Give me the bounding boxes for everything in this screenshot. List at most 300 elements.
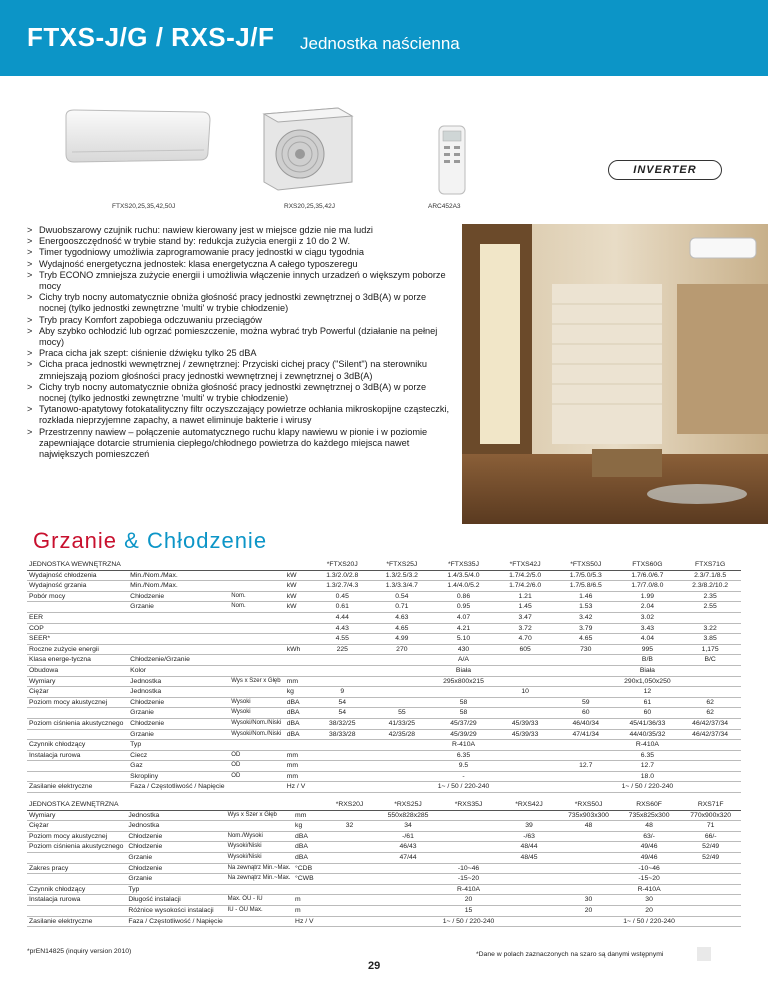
section-title-amp: & (124, 528, 140, 553)
table-cell: -10~46 (438, 863, 499, 874)
feature-item: > Praca cicha jak szept: ciśnienie dźwięku tylko 25 dBA (27, 348, 455, 359)
table-cell: Wysoki/Niski (226, 852, 293, 863)
table-cell: JEDNOSTKA ZEWNĘTRZNA (27, 800, 126, 810)
table-cell: Jednostka (126, 821, 225, 832)
table-cell: Nom. (229, 591, 284, 602)
table-cell: mm (285, 676, 314, 687)
table-cell: 12.7 (556, 761, 616, 772)
table-cell: SEER* (27, 634, 128, 645)
table-cell: 42/35/28 (371, 729, 433, 740)
table-cell: 1.46 (556, 591, 616, 602)
table-cell (680, 916, 741, 927)
table-cell (680, 905, 741, 916)
table-cell: 52/49 (680, 852, 741, 863)
table-cell (285, 623, 314, 634)
table-cell: 270 (371, 644, 433, 655)
table-cell (128, 644, 229, 655)
table-cell: 1.3/3.3/4.7 (371, 581, 433, 592)
table-cell: 62 (679, 697, 741, 708)
table-cell (494, 761, 556, 772)
grey-marker (697, 947, 711, 961)
table-cell (128, 623, 229, 634)
feature-item: > Timer tygodniowy umożliwia zaprogramowanie pracy jednostki w ciągu tygodnia (27, 247, 455, 258)
table-cell: R-410A (433, 740, 495, 751)
table-cell: 2.3/7.1/8.5 (679, 570, 741, 581)
table-cell: EER (27, 612, 128, 623)
table-row (27, 905, 741, 916)
table-cell: 66/- (680, 831, 741, 842)
table-cell: 20 (559, 905, 618, 916)
table-cell: kg (285, 687, 314, 698)
table-cell: kW (285, 602, 314, 613)
table-cell (559, 916, 618, 927)
table-cell (371, 782, 433, 793)
table-row (27, 863, 741, 874)
table-cell (285, 612, 314, 623)
table-cell (27, 708, 128, 719)
table-cell: Wysoki (229, 708, 284, 719)
footnote-right: *Dane w polach zaznaczonych na szaro są danymi wstępnymi (476, 951, 664, 958)
table-cell (27, 905, 126, 916)
table-cell: FTXS60G (616, 560, 680, 570)
table-cell (556, 750, 616, 761)
table-cell: Instalacja rurowa (27, 750, 128, 761)
table-cell: dBA (293, 831, 321, 842)
table-cell: Różnice wysokości instalacji (126, 905, 225, 916)
table-cell: 1~ / 50 / 220-240 (618, 916, 681, 927)
table-cell: 1~ / 50 / 220-240 (616, 782, 680, 793)
feature-item: > Cichy tryb nocny automatycznie obniża głośność pracy jednostki zewnętrznej o 3dB(A) w porze nocnej (tylko jednostki zewnętrzne 'multi' w trybie chłodzenie) (27, 382, 455, 404)
table-cell: kW (285, 591, 314, 602)
table-cell: Faza / Częstotliwość / Napięcie (126, 916, 225, 927)
table-cell (438, 821, 499, 832)
table-row (27, 895, 741, 906)
table-cell: *RXS35J (438, 800, 499, 810)
table-cell: Chłodzenie (126, 863, 225, 874)
table-cell: A/A (433, 655, 495, 666)
table-cell: Wysoki/Nom./Niski (229, 718, 284, 729)
table-cell: 4.63 (371, 612, 433, 623)
page-title: FTXS-J/G / RXS-J/F (27, 22, 275, 52)
table-cell (679, 750, 741, 761)
table-cell (679, 665, 741, 676)
table-row (27, 800, 741, 810)
table-cell (314, 750, 372, 761)
table-cell: 34 (378, 821, 439, 832)
table-cell: 10 (494, 687, 556, 698)
table-cell: 63/- (618, 831, 681, 842)
table-cell: Min./Nom./Max. (128, 570, 229, 581)
table-row (27, 581, 741, 592)
table-row (27, 884, 741, 895)
table-cell: RXS60F (618, 800, 681, 810)
table-cell: 30 (559, 895, 618, 906)
table-cell: 1.7/7.0/8.0 (616, 581, 680, 592)
table-cell (321, 895, 377, 906)
table-cell: Na zewnątrz Min.~Max. (226, 863, 293, 874)
table-cell (494, 771, 556, 782)
table-cell (499, 884, 560, 895)
table-cell: 0.54 (371, 591, 433, 602)
table-cell (229, 560, 284, 570)
table-cell: 3.72 (494, 623, 556, 634)
table-cell: 9 (314, 687, 372, 698)
table-cell: 58 (433, 697, 495, 708)
table-cell: Ciężar (27, 821, 126, 832)
table-row (27, 644, 741, 655)
table-cell: 48 (559, 821, 618, 832)
table-cell: -10~46 (618, 863, 681, 874)
table-cell (27, 874, 126, 885)
table-cell: Chłodzenie (128, 718, 229, 729)
table-cell: *RXS50J (559, 800, 618, 810)
table-cell (494, 697, 556, 708)
feature-list (27, 225, 455, 460)
table-cell: IU - OU Max. (226, 905, 293, 916)
table-cell: -15~20 (618, 874, 681, 885)
table-cell: 0.86 (433, 591, 495, 602)
table-cell (378, 863, 439, 874)
table-cell: 995 (616, 644, 680, 655)
table-cell (371, 665, 433, 676)
table-cell: Grzanie (128, 729, 229, 740)
table-cell (27, 729, 128, 740)
table-cell: 49/46 (618, 852, 681, 863)
table-cell: RXS71F (680, 800, 741, 810)
table-cell (314, 676, 372, 687)
table-cell: 6.35 (433, 750, 495, 761)
table-cell: 0.61 (314, 602, 372, 613)
table-cell (494, 708, 556, 719)
table-cell: 4.43 (314, 623, 372, 634)
table-cell: 49/46 (618, 842, 681, 853)
table-cell: 45/39/33 (494, 729, 556, 740)
table-cell: Wys x Szer x Głęb (229, 676, 284, 687)
table-cell (559, 831, 618, 842)
table-cell: 55 (371, 708, 433, 719)
table-cell: 3.42 (556, 612, 616, 623)
table-cell (680, 884, 741, 895)
page-header (0, 0, 768, 76)
table-cell: 4.65 (371, 623, 433, 634)
table-cell (556, 782, 616, 793)
table-cell (226, 800, 293, 810)
table-cell (293, 884, 321, 895)
table-cell: 1.45 (494, 602, 556, 613)
feature-item: > Tytanowo-apatytowy fotokatalityczny filtr oczyszczający powietrze ochłania mikroskopijne cząsteczki, rozkłada nieprzyjemne zapachy, a nawet eliminuje bakterie i wirusy (27, 404, 455, 426)
feature-item: > Cichy tryb nocny automatycznie obniża głośność pracy jednostki zewnętrznej o 3dB(A) w porze nocnej (tylko jednostki zewnętrzne 'multi' w trybie chłodzenie) (27, 292, 455, 314)
table-row (27, 676, 741, 687)
table-row (27, 852, 741, 863)
table-cell: 4.07 (433, 612, 495, 623)
table-cell: 12.7 (616, 761, 680, 772)
feature-item: > Energooszczędność w trybie stand by: redukcja zużycia energii z 10 do 2 W. (27, 236, 455, 247)
table-cell (679, 740, 741, 751)
table-cell: *RXS42J (499, 800, 560, 810)
table-cell: Jednostka (126, 810, 225, 821)
table-cell: Hz / V (293, 916, 321, 927)
table-cell (378, 884, 439, 895)
table-cell: 4.55 (314, 634, 372, 645)
table-cell: kW (285, 570, 314, 581)
table-cell (226, 916, 293, 927)
table-cell: *FTXS50J (556, 560, 616, 570)
table-cell (371, 771, 433, 782)
table-cell (128, 634, 229, 645)
indoor-unit-icon (62, 108, 212, 164)
section-title-cooling: Chłodzenie (146, 528, 268, 553)
table-cell: Ciecz (128, 750, 229, 761)
table-cell: dBA (293, 852, 321, 863)
table-cell (438, 842, 499, 853)
remote-caption: ARC452A3 (428, 203, 461, 210)
table-cell: 48 (618, 821, 681, 832)
table-cell: 71 (680, 821, 741, 832)
table-cell: Klasa energe-tyczna (27, 655, 128, 666)
table-cell: *FTXS42J (494, 560, 556, 570)
table-cell: 3.22 (679, 623, 741, 634)
table-cell: Na zewnątrz Min.~Max. (226, 874, 293, 885)
table-cell: Gaz (128, 761, 229, 772)
table-cell (27, 771, 128, 782)
table-cell: 58 (433, 708, 495, 719)
table-cell: 4.65 (556, 634, 616, 645)
table-cell: 3.02 (616, 612, 680, 623)
table-cell: dBA (285, 697, 314, 708)
table-cell: 54 (314, 708, 372, 719)
table-cell: 2.55 (679, 602, 741, 613)
table-cell: 48/45 (499, 852, 560, 863)
table-cell (499, 810, 560, 821)
table-row (27, 687, 741, 698)
table-cell: B/B (616, 655, 680, 666)
table-cell: 4.21 (433, 623, 495, 634)
table-cell (438, 831, 499, 842)
table-cell (556, 687, 616, 698)
table-cell: Ciężar (27, 687, 128, 698)
table-cell: Jednostka (128, 676, 229, 687)
table-cell: 47/41/34 (556, 729, 616, 740)
table-cell (314, 771, 372, 782)
table-cell (321, 842, 377, 853)
table-cell: dBA (285, 729, 314, 740)
table-cell: 3.79 (556, 623, 616, 634)
table-cell: *FTXS35J (433, 560, 495, 570)
table-cell (494, 782, 556, 793)
table-cell: Wysoki/Niski (226, 842, 293, 853)
table-cell (559, 842, 618, 853)
table-cell (27, 602, 128, 613)
table-cell (499, 863, 560, 874)
table-cell (314, 782, 372, 793)
table-cell: 1.7/5.8/6.5 (556, 581, 616, 592)
table-row (27, 842, 741, 853)
table-cell: Nom./Wysoki (226, 831, 293, 842)
table-cell: 4.99 (371, 634, 433, 645)
table-row (27, 729, 741, 740)
table-cell (314, 655, 372, 666)
table-cell: 0.45 (314, 591, 372, 602)
table-cell (494, 676, 556, 687)
table-cell: 295x800x215 (433, 676, 495, 687)
table-cell: -/63 (499, 831, 560, 842)
table-cell: 1.99 (616, 591, 680, 602)
table-cell (679, 687, 741, 698)
table-cell: 38/33/28 (314, 729, 372, 740)
feature-item: > Cicha praca jednostki wewnętrznej / zewnętrznej: Przyciski cichej pracy ("Silent") na sterowniku zmniejszają poziom głośności pracy jednostki wewnętrznej i zewnętrznej o 3dB(A) (27, 359, 455, 381)
table-cell (371, 740, 433, 751)
table-cell: 2.04 (616, 602, 680, 613)
table-cell: 2.3/8.2/10.2 (679, 581, 741, 592)
table-cell: kg (293, 821, 321, 832)
table-row (27, 708, 741, 719)
table-cell (679, 612, 741, 623)
table-cell: mm (285, 771, 314, 782)
table-cell (27, 852, 126, 863)
table-cell: OD (229, 750, 284, 761)
table-cell (321, 874, 377, 885)
table-cell: mm (285, 761, 314, 772)
table-row (27, 874, 741, 885)
table-cell (229, 634, 284, 645)
table-cell: Typ (128, 740, 229, 751)
table-cell: 2.35 (679, 591, 741, 602)
table-row (27, 602, 741, 613)
table-cell (229, 782, 284, 793)
table-cell: 1.7/4.2/6.0 (494, 581, 556, 592)
table-cell: 60 (556, 708, 616, 719)
table-cell: 1.7/5.0/5.3 (556, 570, 616, 581)
table-cell: Jednostka (128, 687, 229, 698)
table-cell: Biała (616, 665, 680, 676)
table-cell: 1.53 (556, 602, 616, 613)
table-cell: 770x900x320 (680, 810, 741, 821)
table-cell: Zasilanie elektryczne (27, 782, 128, 793)
table-cell: 1~ / 50 / 220-240 (438, 916, 499, 927)
table-cell: Typ (126, 884, 225, 895)
page-number: 29 (368, 960, 381, 972)
table-cell: 1.3/2.5/3.2 (371, 570, 433, 581)
table-cell: R-410A (618, 884, 681, 895)
table-cell (378, 905, 439, 916)
table-cell: 46/43 (378, 842, 439, 853)
table-cell (229, 570, 284, 581)
table-cell: 12 (616, 687, 680, 698)
table-cell: Skropliny (128, 771, 229, 782)
table-row (27, 810, 741, 821)
table-cell: 1~ / 50 / 220-240 (433, 782, 495, 793)
feature-item: > Przestrzenny nawiew – połączenie automatycznego ruchu klapy nawiewu w pionie i w poziomie zapewniające dotarcie strumienia ciepłego/chłodnego powietrza do każdego miejsca nawet największych pomieszczeń (27, 427, 455, 461)
table-cell: Wys x Szer x Głęb (226, 810, 293, 821)
table-cell: Max. OU - IU (226, 895, 293, 906)
table-cell (556, 771, 616, 782)
table-cell: Pobór mocy (27, 591, 128, 602)
table-cell (556, 740, 616, 751)
table-cell: COP (27, 623, 128, 634)
table-cell (293, 800, 321, 810)
table-cell: Wymiary (27, 676, 128, 687)
table-cell: 1.3/2.7/4.3 (314, 581, 372, 592)
table-cell: 6.35 (616, 750, 680, 761)
table-cell: Chłodzenie (128, 591, 229, 602)
table-cell: - (433, 771, 495, 782)
table-row (27, 761, 741, 772)
table-cell: 9.5 (433, 761, 495, 772)
table-cell (499, 874, 560, 885)
table-cell (494, 655, 556, 666)
table-cell (680, 895, 741, 906)
table-cell: 1.7/4.2/5.0 (494, 570, 556, 581)
table-cell: 39 (499, 821, 560, 832)
inverter-logo: INVERTER (608, 160, 722, 180)
table-cell (321, 884, 377, 895)
table-cell: Chłodzenie/Grzanie (128, 655, 229, 666)
table-cell (229, 623, 284, 634)
table-cell (314, 740, 372, 751)
table-cell: Czynnik chłodzący (27, 740, 128, 751)
table-cell: 38/32/25 (314, 718, 372, 729)
table-cell (321, 905, 377, 916)
table-cell: 20 (438, 895, 499, 906)
table-cell (285, 740, 314, 751)
table-cell: 735x903x300 (559, 810, 618, 821)
table-cell: 45/41/36/33 (616, 718, 680, 729)
table-cell: OD (229, 761, 284, 772)
table-cell: Kolor (128, 665, 229, 676)
table-cell (229, 644, 284, 655)
table-cell: Chłodzenie (126, 831, 225, 842)
table-cell (680, 863, 741, 874)
table-cell: 41/33/25 (371, 718, 433, 729)
table-cell: 60 (616, 708, 680, 719)
table-cell (229, 612, 284, 623)
table-cell: Wymiary (27, 810, 126, 821)
table-cell: R-410A (438, 884, 499, 895)
table-row (27, 782, 741, 793)
table-cell (27, 761, 128, 772)
table-cell: 1.3/2.0/2.8 (314, 570, 372, 581)
table-cell: 62 (679, 708, 741, 719)
table-cell: Poziom ciśnienia akustycznego (27, 842, 126, 853)
table-cell: *RXS25J (378, 800, 439, 810)
table-row (27, 634, 741, 645)
table-cell (556, 665, 616, 676)
table-row (27, 623, 741, 634)
table-cell: -15~20 (438, 874, 499, 885)
table-cell (494, 740, 556, 751)
table-cell: 4.70 (494, 634, 556, 645)
indoor-spec-table (27, 560, 741, 793)
table-cell (556, 676, 616, 687)
table-cell (321, 831, 377, 842)
table-cell (229, 581, 284, 592)
table-cell: Wydajność grzania (27, 581, 128, 592)
table-cell: °CDB (293, 863, 321, 874)
table-cell: 1.4/3.5/4.0 (433, 570, 495, 581)
table-row (27, 750, 741, 761)
table-cell (371, 655, 433, 666)
table-cell: Wysoki/Nom./Niski (229, 729, 284, 740)
table-cell: dBA (285, 708, 314, 719)
table-cell (559, 884, 618, 895)
table-cell: dBA (285, 718, 314, 729)
table-row (27, 718, 741, 729)
table-cell: 18.0 (616, 771, 680, 782)
table-cell (285, 560, 314, 570)
table-cell (438, 852, 499, 863)
table-cell: m (293, 905, 321, 916)
table-cell (494, 665, 556, 676)
